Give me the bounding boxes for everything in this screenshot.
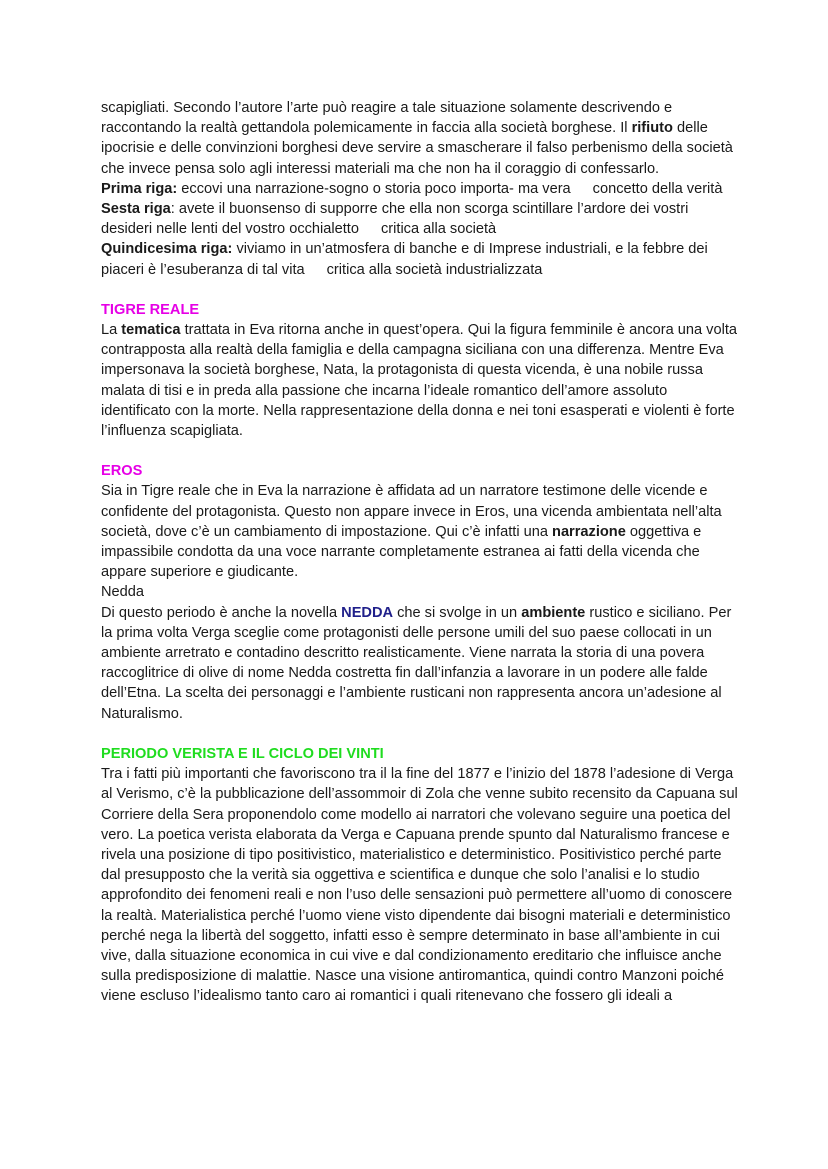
- periodo-verista-heading: PERIODO VERISTA E IL CICLO DEI VINTI: [101, 745, 384, 762]
- tigre-reale-heading: TIGRE REALE: [101, 301, 200, 318]
- nedda-label: Nedda: [101, 584, 145, 601]
- quindicesima-riga-label: Quindicesima riga:: [101, 241, 233, 258]
- tigre-reale-paragraph: La tematica trattata in Eva ritorna anche in quest’opera. Qui la figura femminile è ancora una volta contrapposta alla realtà della famiglia e della campagna siciliana con una differenza. Mentre Eva impersonava la società borghese, Nata, la protagonista di questa vicenda, è una nobile russa malata di tisi e in preda alla passione che incarna l’ideale romantico dell’amore assoluto identificato con la morte. Nella rappresentazione della donna e nei toni esasperati e violenti è forte l’influenza scapigliata.: [101, 322, 738, 440]
- eros-heading: EROS: [101, 463, 143, 480]
- periodo-verista-paragraph: Tra i fatti più importanti che favoriscono tra il la fine del 1877 e l’inizio del 1878 l’adesione di Verga al Verismo, c’è la pubblicazione dell’assommoir di Zola che venne subito recensito da Capuana sul Corriere della Sera proponendolo come modello ai narratori che volevano seguire una poetica del vero. La poetica verista elaborata da Verga e Capuana prende spunto dal Naturalismo francese e rivela una posizione di tipo positivistico, materialistico e deterministico. Positivistico perché parte dal presupposto che la verità sia oggettiva e scientifica e dunque che solo l’analisi e lo studio approfondito dei fenomeni reali e non l’uso delle sensazioni può permettere all’uomo di conoscere la realtà. Materialistica perché l’uomo viene visto dipendente dai bisogni materiali e deterministico perché nega la libertà del soggetto, infatti esso è sempre determinato in base all’ambiente in cui vive, dalla situazione economica in cui vive e dal condizionamento ereditario che influisce anche sulla predisposizione di malattie. Nasce una visione antiromantica, quindi contro Manzoni poiché viene escluso l’idealismo tanto caro ai romantici i quali ritenevano che fossero gli ideali a: [101, 766, 738, 1005]
- prima-riga-label: Prima riga:: [101, 180, 178, 197]
- nedda-paragraph: Di questo periodo è anche la novella NEDDA che si svolge in un ambiente rustico e siciliano. Per la prima volta Verga sceglie come protagonisti delle persone umili del suo paese collocati in un ambiente arretrato e contadino descritto realisticamente. Viene narrata la storia di una povera raccoglitrice di olive di nome Nedda costretta fin dall’infanzia a lavorare in un podere alle falde dell’Etna. La scelta dei personaggi e l’ambiente rusticani non rappresenta ancora un’adesione al Naturalismo.: [101, 604, 732, 722]
- sesta-riga-label: Sesta riga: [101, 201, 171, 218]
- sesta-riga-line: Sesta riga: avete il buonsenso di supporre che ella non scorga scintillare l’ardore dei vostri desideri nelle lenti del vostro occhialetto critica alla società: [101, 201, 689, 238]
- eros-paragraph: Sia in Tigre reale che in Eva la narrazione è affidata ad un narratore testimone delle vicende e confidente del protagonista. Questo non appare invece in Eros, una vicenda ambientata nell’alta società, dove c’è un cambiamento di impostazione. Qui c’è infatti una narrazione oggettiva e impassibile condotta da una voce narrante completamente estranea ai fatti della vicenda che appare superiore e giudicante.: [101, 483, 722, 581]
- quindicesima-riga-line: Quindicesima riga: viviamo in un’atmosfera di banche e di Imprese industriali, e la febbre dei piaceri è l’esuberanza di tal vita critica alla società industrializzata: [101, 241, 708, 278]
- intro-paragraph: scapigliati. Secondo l’autore l’arte può reagire a tale situazione solamente descrivendo e raccontando la realtà gettandola polemicamente in faccia alla società borghese. Il rifiuto delle ipocrisie e delle convinzioni borghesi deve servire a smascherare il falso perbenismo della società che invece pensa solo agli interessi materiali ma che non ha il coraggio di confessarlo.: [101, 100, 733, 177]
- prima-riga-line: Prima riga: eccovi una narrazione-sogno o storia poco importa- ma vera concetto della verità: [101, 180, 723, 197]
